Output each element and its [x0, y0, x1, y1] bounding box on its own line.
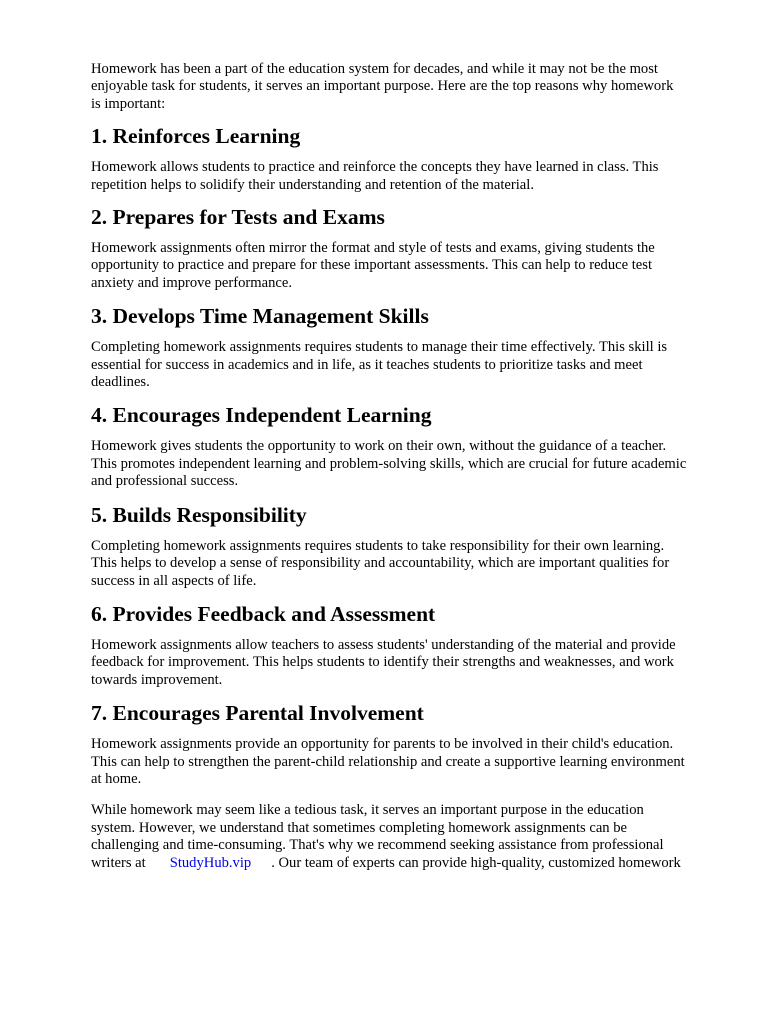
studyhub-link[interactable]: StudyHub.vip	[169, 854, 252, 871]
section-body-1: Homework allows students to practice and reinforce the concepts they have learned in class. This repetition helps to solidify their understanding and retention of the material.	[91, 159, 659, 193]
section-heading-1: 1. Reinforces Learning	[91, 124, 301, 149]
closing-text-before: While homework may seem like a tedious task, it serves an important purpose in the education system. However, we understand that sometimes completing homework assignments can be challenging and time-consuming. That's why we recommend seeking assistance from professional writers at	[91, 802, 664, 871]
section-heading-3: 3. Develops Time Management Skills	[91, 304, 429, 329]
section-heading-2: 2. Prepares for Tests and Exams	[91, 205, 385, 230]
section-body-3: Completing homework assignments requires students to manage their time effectively. This skill is essential for success in academics and in life, as it teaches students to prioritize tasks and meet deadlines.	[91, 339, 668, 391]
document-page	[91, 61, 731, 872]
intro-paragraph: Homework has been a part of the education system for decades, and while it may not be the most enjoyable task for students, it serves an important purpose. Here are the top reasons why homework is important:	[91, 61, 674, 112]
section-heading-4: 4. Encourages Independent Learning	[91, 403, 432, 428]
section-body-7: Homework assignments provide an opportunity for parents to be involved in their child's education. This can help to strengthen the parent-child relationship and create a supportive learning environment at home.	[91, 736, 685, 787]
section-heading-6: 6. Provides Feedback and Assessment	[91, 601, 436, 626]
section-body-5: Completing homework assignments requires students to take responsibility for their own learning. This helps to develop a sense of responsibility and accountability, which are important qualities for success in all aspects of life.	[91, 537, 670, 589]
section-body-2: Homework assignments often mirror the format and style of tests and exams, giving students the opportunity to practice and prepare for these important assessments. This can help to reduce test anxiety and improve performance.	[91, 240, 655, 291]
closing-paragraph	[91, 802, 731, 872]
section-body-6: Homework assignments allow teachers to assess students' understanding of the material and provide feedback for improvement. This helps students to identify their strengths and weaknesses, and work towards improvement.	[91, 636, 676, 688]
section-body-4: Homework gives students the opportunity to work on their own, without the guidance of a teacher. This promotes independent learning and problem-solving skills, which are crucial for future academic and professional success.	[91, 438, 687, 490]
section-heading-5: 5. Builds Responsibility	[91, 502, 307, 527]
closing-text-after: . Our team of experts can provide high-quality, customized homework	[271, 854, 681, 871]
section-heading-7: 7. Encourages Parental Involvement	[91, 701, 424, 726]
